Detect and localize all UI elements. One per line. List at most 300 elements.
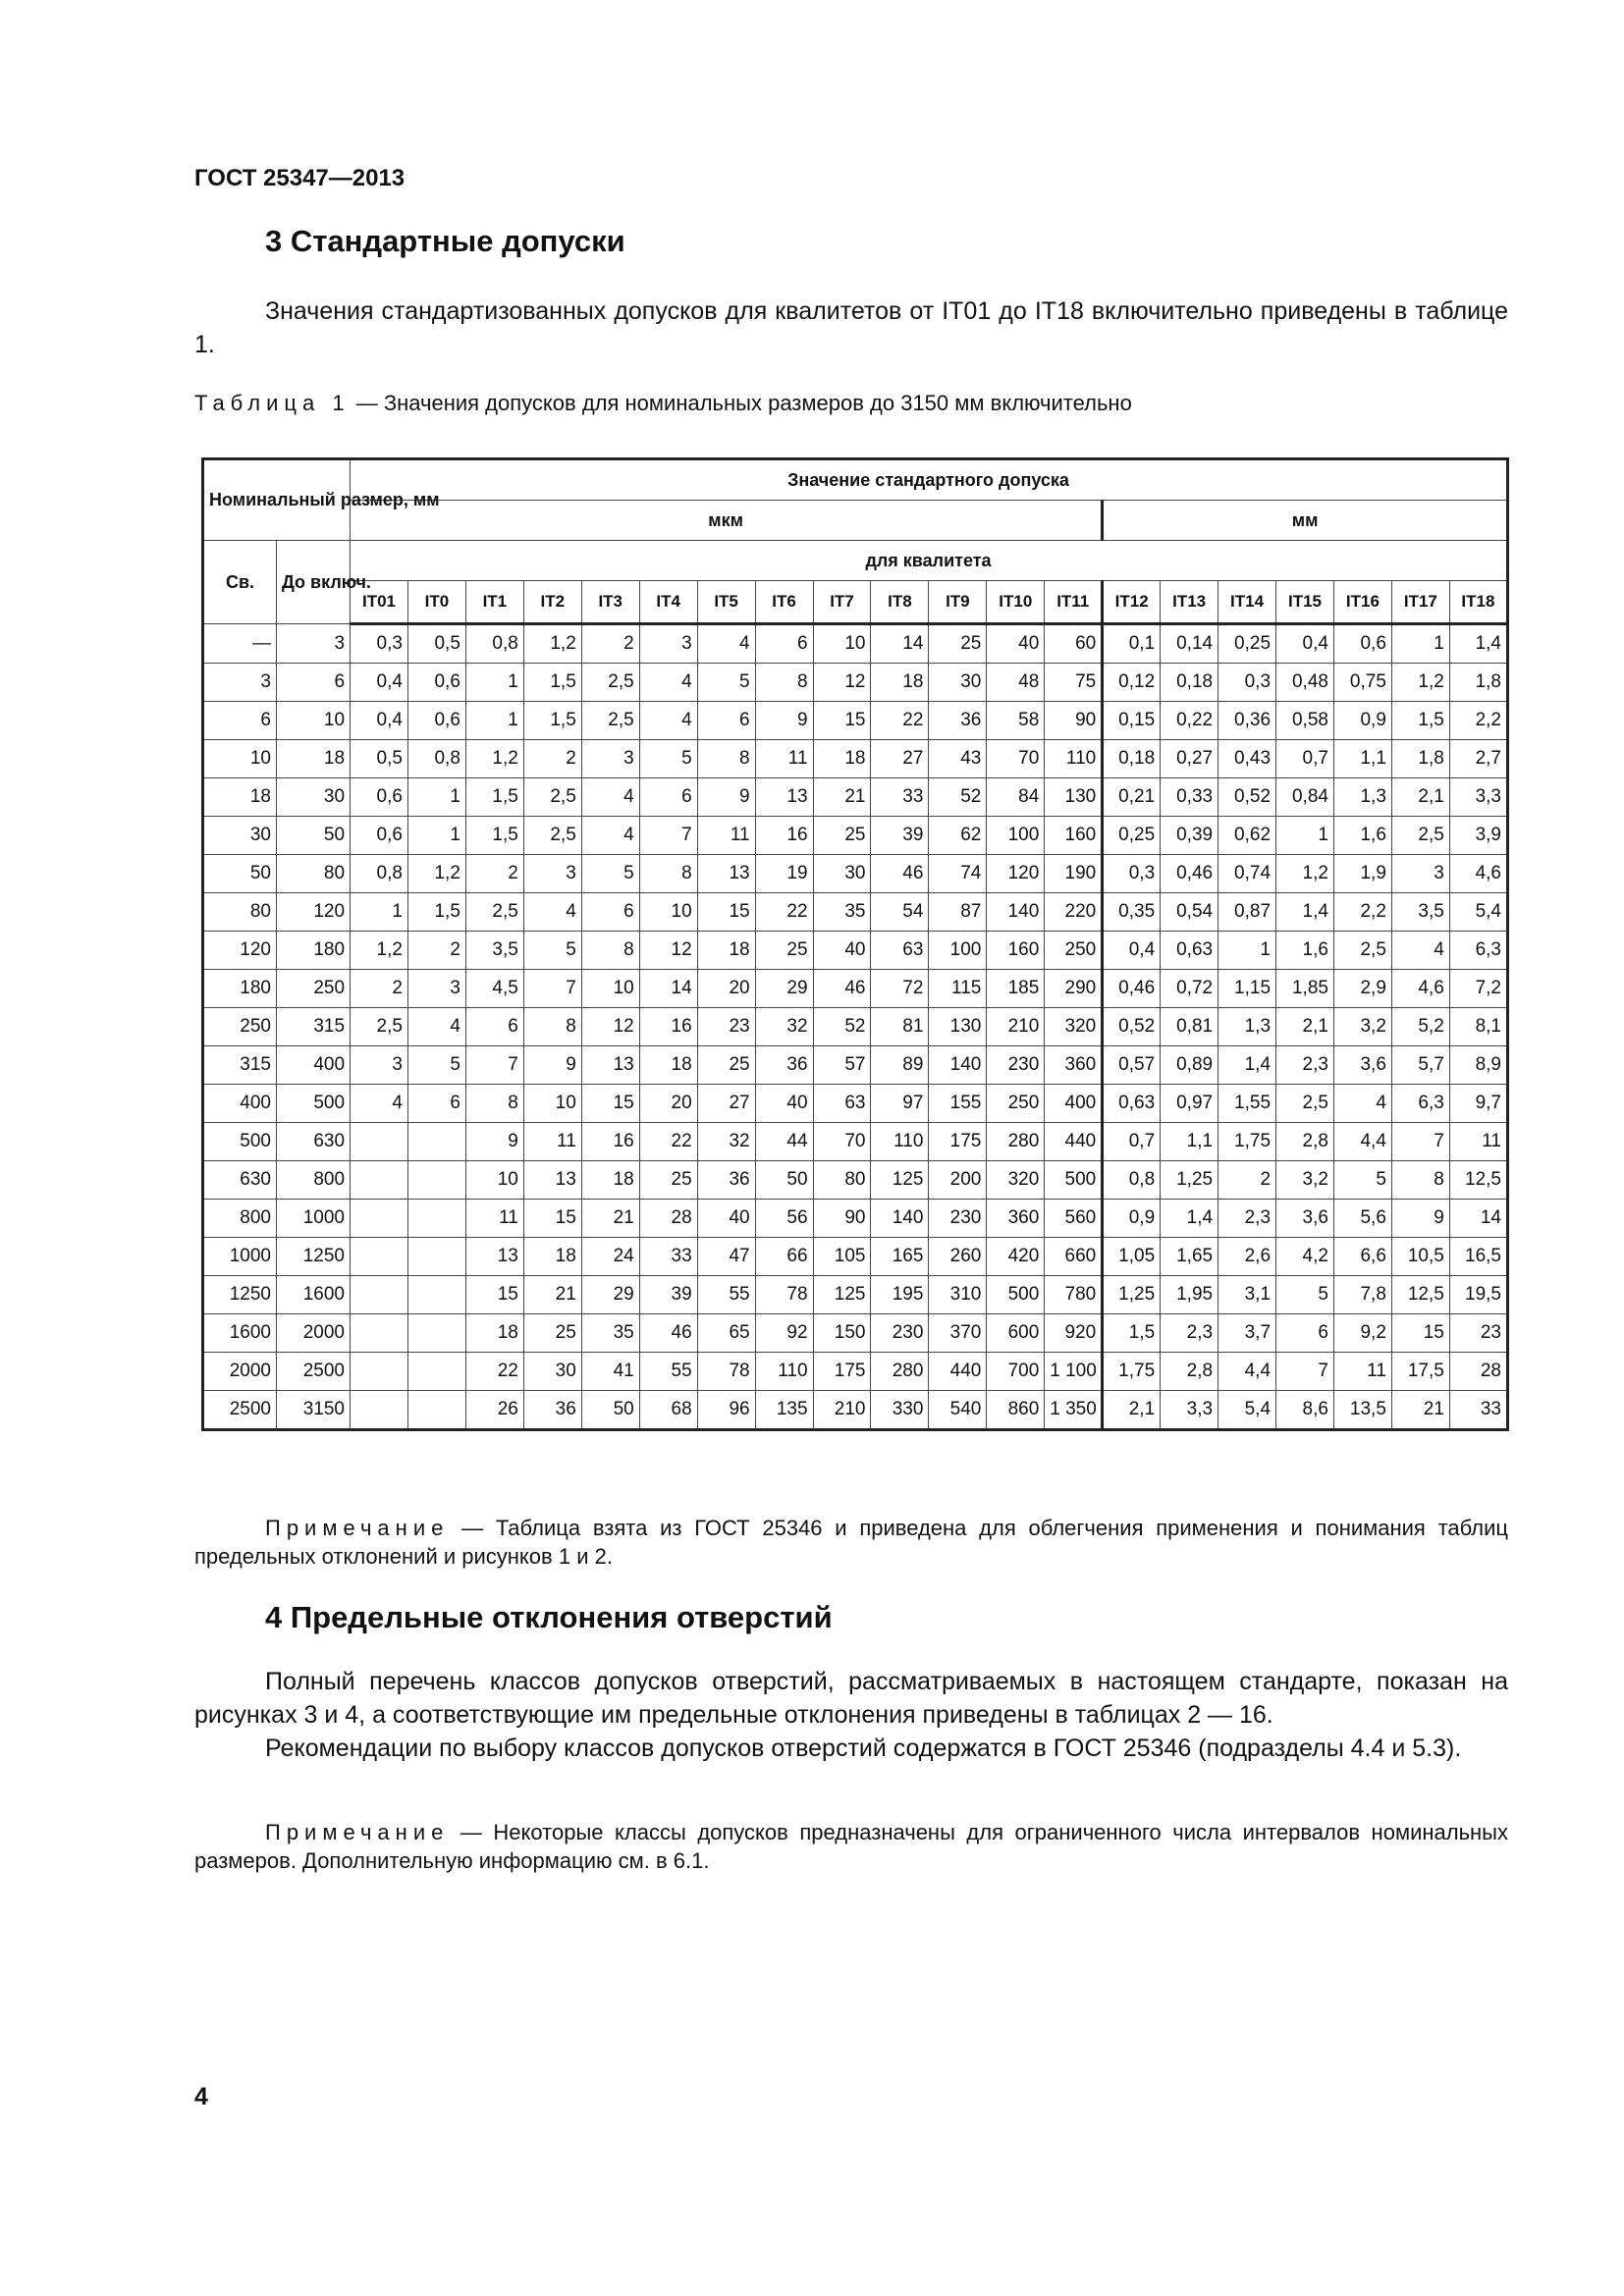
size-from-cell: 1000 [203,1238,277,1276]
tolerance-cell [407,1161,465,1200]
tolerance-cell: 1,5 [523,664,581,702]
tolerance-cell: 3,6 [1333,1046,1391,1085]
tolerance-cell: 280 [987,1123,1045,1161]
tolerance-cell: 2,5 [1391,817,1449,855]
size-from-cell: 3 [203,664,277,702]
tolerance-cell: 46 [813,970,871,1008]
tolerance-cell: 1,2 [407,855,465,893]
tolerance-cell: 50 [581,1391,639,1430]
size-to-cell: 800 [277,1161,351,1200]
tolerance-cell: 74 [929,855,987,893]
table-row [203,664,1508,702]
tolerance-cell: 2,3 [1161,1314,1218,1353]
tolerance-cell: 25 [929,624,987,664]
tolerance-cell: 5,6 [1333,1200,1391,1238]
tolerance-cell: 55 [697,1276,755,1314]
tolerance-cell: 1,5 [523,702,581,740]
tolerance-cell: 0,8 [407,740,465,778]
tolerance-cell: 0,5 [351,740,408,778]
tolerance-cell: 6 [1276,1314,1334,1353]
table-row [203,702,1508,740]
grade-header-it3: IT3 [581,581,639,624]
tolerance-cell: 660 [1045,1238,1103,1276]
tolerance-cell: 81 [871,1008,929,1046]
tolerance-cell [407,1391,465,1430]
tolerance-cell: 0,18 [1103,740,1161,778]
table-row [203,624,1508,664]
grade-header-it6: IT6 [755,581,813,624]
size-from-cell: 6 [203,702,277,740]
tolerance-cell: 1,5 [407,893,465,932]
grade-header-it15: IT15 [1276,581,1334,624]
grade-header-it13: IT13 [1161,581,1218,624]
tolerance-cell: 18 [813,740,871,778]
tolerance-cell: 700 [987,1353,1045,1391]
tolerance-cell: 25 [639,1161,697,1200]
tolerance-cell: 200 [929,1161,987,1200]
tolerance-cell: 420 [987,1238,1045,1276]
tolerance-cell: 18 [871,664,929,702]
tolerance-cell: 40 [813,932,871,970]
tolerance-cell: 4 [351,1085,408,1123]
tolerance-cell: 130 [929,1008,987,1046]
tolerance-cell: 10 [813,624,871,664]
tolerance-cell: 8 [639,855,697,893]
table-caption [194,391,1132,416]
tolerance-cell: 21 [1391,1391,1449,1430]
tolerance-cell: 8 [1391,1161,1449,1200]
tolerance-cell: 0,46 [1103,970,1161,1008]
tolerance-cell: 2,5 [523,778,581,817]
section-3-text: Значения стандартизованных допусков для квалитетов от IT01 до IT18 включительно приведены в таблице 1. [194,297,1508,358]
tolerance-cell: 2,8 [1161,1353,1218,1391]
tolerance-cell: 0,9 [1103,1200,1161,1238]
tolerance-cell: 0,3 [1218,664,1276,702]
tolerance-cell: 14 [871,624,929,664]
tolerance-cell: 0,58 [1276,702,1334,740]
tolerance-cell: 1,2 [523,624,581,664]
tolerance-cell: 63 [871,932,929,970]
tolerance-cell: 4,4 [1218,1353,1276,1391]
tolerance-cell: 1,1 [1333,740,1391,778]
tolerance-cell: 5 [639,740,697,778]
tolerance-cell: 0,25 [1103,817,1161,855]
note-1-text: — Таблица взята из ГОСТ 25346 и приведена для облегчения применения и понимания таблиц предельных отклонений и рисунков 1 и 2. [194,1516,1508,1569]
tolerance-cell: 5 [523,932,581,970]
tolerance-cell: 1 [1218,932,1276,970]
size-to-cell: 6 [277,664,351,702]
tolerance-cell: 0,6 [407,702,465,740]
tolerance-cell: 0,6 [407,664,465,702]
tolerance-cell: 16 [581,1123,639,1161]
tolerance-cell: 230 [871,1314,929,1353]
tolerance-cell: 33 [1449,1391,1507,1430]
tolerance-cell: 5,7 [1391,1046,1449,1085]
section-4-title: 4 Предельные отклонения отверстий [265,1600,833,1634]
tolerance-cell: 0,63 [1161,932,1218,970]
tolerance-cell: 18 [581,1161,639,1200]
tolerance-cell: 1,6 [1333,817,1391,855]
tolerance-cell: 210 [987,1008,1045,1046]
tolerance-cell: 29 [755,970,813,1008]
tolerance-cell: 2,5 [1333,932,1391,970]
tolerance-cell: 22 [755,893,813,932]
table-row [203,1238,1508,1276]
tolerance-cell: 47 [697,1238,755,1276]
table-row [203,1046,1508,1085]
tolerance-cell [351,1353,408,1391]
tolerance-cell: 15 [465,1276,523,1314]
tolerance-cell: 10 [465,1161,523,1200]
tolerance-cell: 3,3 [1161,1391,1218,1430]
tolerance-cell: 16 [755,817,813,855]
tolerance-cell: 150 [813,1314,871,1353]
size-from-cell: 1250 [203,1276,277,1314]
section-4-paragraph-2: Рекомендации по выбору классов допусков отверстий содержатся в ГОСТ 25346 (подразделы 4.4 и 5.3). [265,1735,1462,1762]
tolerance-cell: 18 [523,1238,581,1276]
tolerance-cell: 1,8 [1449,664,1507,702]
tolerance-cell: 11 [523,1123,581,1161]
tolerance-cell: 20 [639,1085,697,1123]
tolerance-cell [351,1161,408,1200]
tolerance-cell: 11 [465,1200,523,1238]
tolerance-cell: 0,46 [1161,855,1218,893]
tolerance-cell: 5 [581,855,639,893]
tolerance-cell: 8 [465,1085,523,1123]
tolerance-cell: 15 [1391,1314,1449,1353]
tolerance-cell: 25 [813,817,871,855]
tolerance-cell: 175 [929,1123,987,1161]
tolerance-cell [407,1200,465,1238]
tolerance-cell: 96 [697,1391,755,1430]
tolerance-cell: 2,7 [1449,740,1507,778]
tolerance-cell: 32 [697,1123,755,1161]
tolerance-cell: 66 [755,1238,813,1276]
size-to-cell: 400 [277,1046,351,1085]
tolerance-cell: 310 [929,1276,987,1314]
table-row [203,855,1508,893]
tolerance-cell: 40 [697,1200,755,1238]
tolerance-cell: 4,4 [1333,1123,1391,1161]
tolerance-cell: 260 [929,1238,987,1276]
tolerance-cell: 7 [1276,1353,1334,1391]
tolerance-cell: 860 [987,1391,1045,1430]
tolerance-cell: 0,48 [1276,664,1334,702]
tolerance-cell: 54 [871,893,929,932]
tolerance-cell: 1,85 [1276,970,1334,1008]
tolerance-cell: 920 [1045,1314,1103,1353]
grade-header-it5: IT5 [697,581,755,624]
document-code: ГОСТ 25347—2013 [194,165,406,191]
tolerance-cell: 320 [987,1161,1045,1200]
tolerance-cell: 8,6 [1276,1391,1334,1430]
header-for-grade: для квалитета [351,541,1508,581]
tolerance-cell: 18 [639,1046,697,1085]
tolerance-cell: 50 [755,1161,813,1200]
tolerance-cell: 52 [813,1008,871,1046]
tolerance-cell: 0,89 [1161,1046,1218,1085]
tolerance-cell: 13 [755,778,813,817]
tolerance-cell: 56 [755,1200,813,1238]
size-from-cell: 30 [203,817,277,855]
tolerance-cell: 1,2 [465,740,523,778]
tolerance-cell: 0,3 [351,624,408,664]
header-nominal-size: Номинальный размер, мм [203,459,351,541]
tolerance-cell: 3,9 [1449,817,1507,855]
tolerance-cell: 63 [813,1085,871,1123]
tolerance-cell: 14 [1449,1200,1507,1238]
tolerance-cell: 33 [639,1238,697,1276]
grade-header-it7: IT7 [813,581,871,624]
tolerance-cell: 2,8 [1276,1123,1334,1161]
tolerance-cell: 23 [697,1008,755,1046]
size-from-cell: 400 [203,1085,277,1123]
tolerance-cell: 230 [929,1200,987,1238]
tolerance-cell: 440 [929,1353,987,1391]
tolerance-cell: 3 [639,624,697,664]
tolerance-cell: 40 [987,624,1045,664]
tolerance-cell: 5 [1333,1161,1391,1200]
size-from-cell: 2000 [203,1353,277,1391]
tolerance-cell: 1,9 [1333,855,1391,893]
tolerance-cell: 1,15 [1218,970,1276,1008]
tolerance-cell: 160 [987,932,1045,970]
tolerance-cell: 3,6 [1276,1200,1334,1238]
grade-header-it01: IT01 [351,581,408,624]
table-caption-text: — Значения допусков для номинальных размеров до 3150 мм включительно [350,391,1132,415]
size-from-cell: 800 [203,1200,277,1238]
tolerance-cell: 5,4 [1449,893,1507,932]
tolerance-cell: 0,21 [1103,778,1161,817]
tolerance-cell: 4,6 [1391,970,1449,1008]
tolerance-cell: 3 [523,855,581,893]
size-from-cell: 630 [203,1161,277,1200]
tolerance-cell: 4 [581,817,639,855]
tolerance-cell: 4 [1333,1085,1391,1123]
tolerance-cell: 7,2 [1449,970,1507,1008]
grade-header-it17: IT17 [1391,581,1449,624]
tolerance-cell: 1,25 [1103,1276,1161,1314]
tolerance-cell: 0,97 [1161,1085,1218,1123]
tolerance-cell: 20 [697,970,755,1008]
tolerance-cell: 0,25 [1218,624,1276,664]
tolerance-cell [407,1238,465,1276]
grade-header-it11: IT11 [1045,581,1103,624]
tolerance-cell: 3,3 [1449,778,1507,817]
tolerance-cell: 39 [639,1276,697,1314]
table-row [203,740,1508,778]
section-4-paragraph-1: Полный перечень классов допусков отверстий, рассматриваемых в настоящем стандарте, показан на рисунках 3 и 4, а соответствующие им предельные отклонения приведены в таблицах 2 — 16. [194,1668,1508,1729]
table-row [203,970,1508,1008]
tolerance-cell: 140 [929,1046,987,1085]
tolerance-cell: 26 [465,1391,523,1430]
size-to-cell: 315 [277,1008,351,1046]
tolerance-cell: 0,7 [1103,1123,1161,1161]
tolerance-cell: 2,9 [1333,970,1391,1008]
tolerance-cell: 280 [871,1353,929,1391]
tolerance-cell: 0,8 [465,624,523,664]
tolerance-cell: 1 100 [1045,1353,1103,1391]
tolerance-cell: 8,1 [1449,1008,1507,1046]
tolerance-cell: 1 [465,702,523,740]
tolerance-cell: 62 [929,817,987,855]
tolerance-cell: 40 [755,1085,813,1123]
table-row [203,1314,1508,1353]
tolerance-cell: 0,18 [1161,664,1218,702]
tolerance-cell: 3 [407,970,465,1008]
tolerance-cell: 17,5 [1391,1353,1449,1391]
tolerance-cell: 11 [755,740,813,778]
tolerance-cell: 3,7 [1218,1314,1276,1353]
size-to-cell: 3150 [277,1391,351,1430]
tolerance-cell: 2,2 [1333,893,1391,932]
tolerance-cell: 68 [639,1391,697,1430]
tolerance-cell: 290 [1045,970,1103,1008]
tolerance-cell: 1,5 [1103,1314,1161,1353]
tolerance-cell: 250 [1045,932,1103,970]
header-from: Св. [203,541,277,624]
tolerance-cell: 36 [755,1046,813,1085]
table-row [203,817,1508,855]
tolerance-cell: 0,15 [1103,702,1161,740]
tolerance-cell: 0,35 [1103,893,1161,932]
tolerance-cell: 360 [987,1200,1045,1238]
size-to-cell: 3 [277,624,351,664]
tolerance-cell: 10 [639,893,697,932]
tolerance-cell: 0,72 [1161,970,1218,1008]
tolerance-cell: 21 [581,1200,639,1238]
size-from-cell: 250 [203,1008,277,1046]
tolerance-cell: 18 [697,932,755,970]
tolerance-cell: 22 [871,702,929,740]
tolerance-cell: 155 [929,1085,987,1123]
tolerance-cell: 0,84 [1276,778,1334,817]
tolerance-cell: 540 [929,1391,987,1430]
tolerance-cell: 4 [581,778,639,817]
size-to-cell: 630 [277,1123,351,1161]
tolerance-cell: 1,2 [1391,664,1449,702]
tolerance-cell: 0,57 [1103,1046,1161,1085]
tolerance-cell: 19,5 [1449,1276,1507,1314]
tolerance-cell: 1,3 [1218,1008,1276,1046]
tolerance-cell: 210 [813,1391,871,1430]
tolerance-cell: 41 [581,1353,639,1391]
size-from-cell: 120 [203,932,277,970]
tolerance-cell: 25 [523,1314,581,1353]
tolerance-cell: 1,5 [1391,702,1449,740]
size-to-cell: 80 [277,855,351,893]
tolerance-cell: 3 [581,740,639,778]
size-from-cell: 500 [203,1123,277,1161]
tolerance-cell: 8,9 [1449,1046,1507,1085]
size-to-cell: 2500 [277,1353,351,1391]
grade-header-it0: IT0 [407,581,465,624]
size-from-cell: 180 [203,970,277,1008]
tolerance-cell: 36 [929,702,987,740]
table-row [203,932,1508,970]
tolerance-cell: 2,5 [523,817,581,855]
tolerance-cell: 29 [581,1276,639,1314]
tolerance-cell: 1,4 [1449,624,1507,664]
tolerance-cell: 21 [813,778,871,817]
tolerance-cell: 8 [581,932,639,970]
tolerance-cell: 3,2 [1276,1161,1334,1200]
tolerance-cell: 165 [871,1238,929,1276]
tolerance-cell: 46 [871,855,929,893]
tolerance-cell: 1,75 [1103,1353,1161,1391]
tolerance-cell: 9 [1391,1200,1449,1238]
size-to-cell: 120 [277,893,351,932]
tolerance-cell: 15 [581,1085,639,1123]
tolerance-cell: 1 [407,817,465,855]
tolerance-cell: 28 [1449,1353,1507,1391]
tolerance-cell: 87 [929,893,987,932]
tolerance-cell: 2,5 [581,664,639,702]
tolerance-cell: 1,3 [1333,778,1391,817]
tolerance-cell [351,1276,408,1314]
tolerance-cell: 78 [697,1353,755,1391]
tolerance-cell: 4,2 [1276,1238,1334,1276]
tolerance-cell: 0,87 [1218,893,1276,932]
header-to-incl: До включ. [277,541,351,624]
size-from-cell: 315 [203,1046,277,1085]
tolerance-cell: 16 [639,1008,697,1046]
tolerance-cell [351,1314,408,1353]
grade-header-it14: IT14 [1218,581,1276,624]
tolerance-cell [407,1353,465,1391]
tolerance-cell: 105 [813,1238,871,1276]
grade-header-it1: IT1 [465,581,523,624]
tolerance-cell: 0,9 [1333,702,1391,740]
tolerance-cell: 100 [987,817,1045,855]
tolerance-cell: 110 [755,1353,813,1391]
tolerance-cell: 14 [639,970,697,1008]
tolerance-cell: 110 [871,1123,929,1161]
size-to-cell: 2000 [277,1314,351,1353]
tolerance-cell: 13 [465,1238,523,1276]
tolerance-cell: 9 [465,1123,523,1161]
section-3-title: 3 Стандартные допуски [265,224,625,258]
tolerance-cell: 185 [987,970,1045,1008]
tolerance-cell: 3,1 [1218,1276,1276,1314]
tolerance-cell: 0,62 [1218,817,1276,855]
tolerance-cell: 0,36 [1218,702,1276,740]
tolerance-cell: 140 [987,893,1045,932]
tolerance-cell: 78 [755,1276,813,1314]
tolerance-cell: 330 [871,1391,929,1430]
tolerance-cell: 23 [1449,1314,1507,1353]
tolerance-cell: 0,33 [1161,778,1218,817]
tolerance-cell: 780 [1045,1276,1103,1314]
tolerance-cell: 1,5 [465,817,523,855]
tolerance-cell: 6,6 [1333,1238,1391,1276]
tolerance-cell: 22 [639,1123,697,1161]
tolerance-cell: 9 [697,778,755,817]
tolerance-cell: 6 [581,893,639,932]
tolerance-cell: 370 [929,1314,987,1353]
tolerance-cell: 2,1 [1276,1008,1334,1046]
tolerance-cell: 35 [581,1314,639,1353]
tolerance-cell: 55 [639,1353,697,1391]
tolerance-cell: 22 [465,1353,523,1391]
size-to-cell: 250 [277,970,351,1008]
tolerance-cell: 30 [929,664,987,702]
tolerance-cell: 4 [639,664,697,702]
note-2-text: — Некоторые классы допусков предназначены для ограниченного числа интервалов номинальных размеров. Дополнительную информацию см. в 6.1. [194,1820,1508,1873]
tolerance-cell: 80 [813,1161,871,1200]
tolerance-cell: 4 [407,1008,465,1046]
tolerance-cell: 1 [1391,624,1449,664]
